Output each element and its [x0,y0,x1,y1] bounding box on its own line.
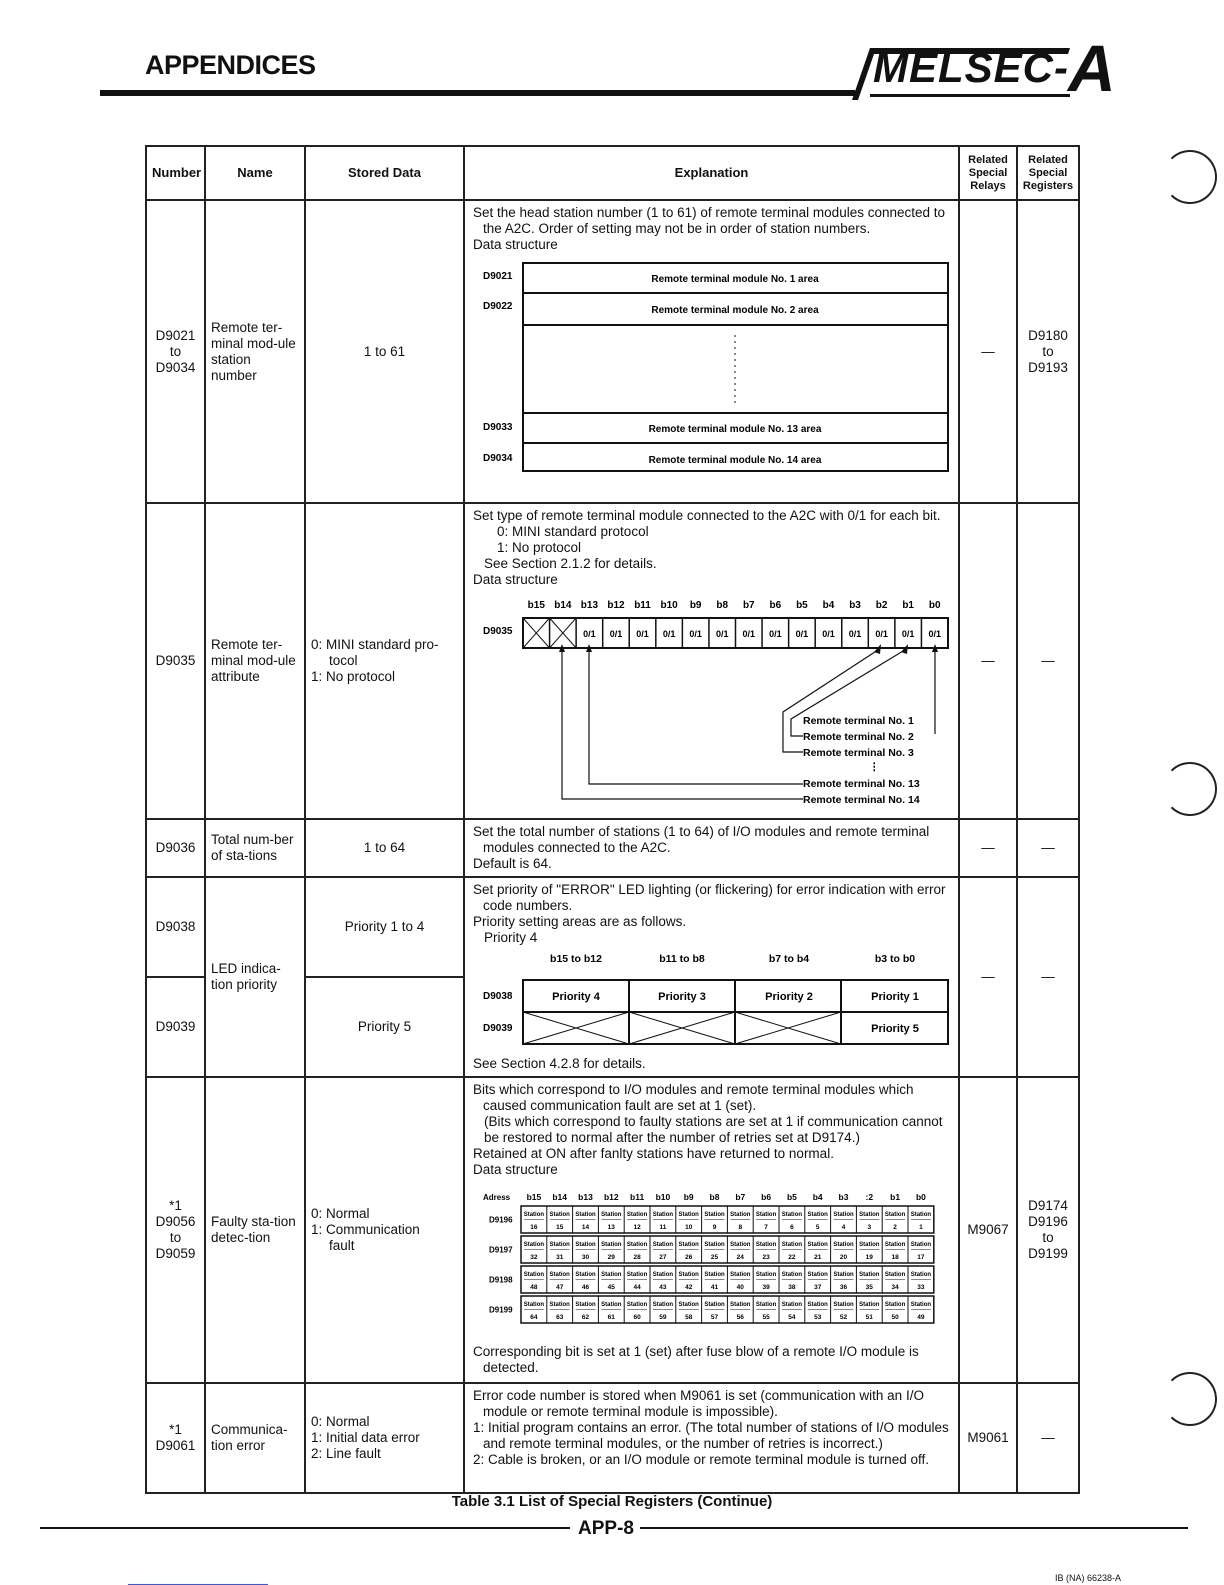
station-label: Station [910,1272,932,1278]
station-label: Station [910,1302,932,1308]
station-number: 58 [685,1314,693,1321]
station-label: Station [859,1242,880,1248]
station-label: Station [755,1242,777,1248]
station-label: Station [626,1272,648,1278]
bit-value: 0/1 [875,629,888,639]
bit-label: :2 [865,1192,874,1202]
station-label: Station [730,1302,751,1308]
station-number: 54 [788,1314,796,1321]
row-number: *1 D9056 to D9059 [146,1077,205,1383]
row-explanation: Set priority of "ERROR" LED lighting (or flickering) for error indication with error code numbers. Priority setting areas are as follows. Priority 4 b15 to b12 b11 to b8 b7 to b4 b3 to b0 D9038 D9039 Priority 4 Priority 3 Priority 2 Priority 1 Priority 5 See Section 4.2.8 for details. [464,877,959,1077]
bit-label: b5 [786,1192,797,1202]
document-id: IB (NA) 66238-A [1055,1573,1122,1583]
svg-text:Priority 4: Priority 4 [552,991,600,1003]
row-explanation: Set type of remote terminal module connected to the A2C with 0/1 for each bit. 0: MINI standard protocol 1: No protocol See Section 2.1.2 for details. Data structure b15 b14 b13 b12 b11 b10 b9 b8 b7 b6 b5 b4 b3 b2 b1 b0 D9035 0/1 0/1 0/1 0/1 0/1 0/1 0/1 0/1 0/1 0/1 0/1 0/1 0/1 0/1 Remote terminal No. 1 Remote terminal No. 2 Remote terminal No. 3 ⋮ Remote terminal No. 13 Remote terminal No. 14 [464,503,959,819]
station-label: Station [833,1272,854,1278]
station-number: 20 [839,1254,848,1261]
bit-label: b1 [902,600,914,611]
table-row [146,1383,1079,1493]
svg-text:D9039: D9039 [483,1023,513,1034]
row-explanation: Set the total number of stations (1 to 64) of I/O modules and remote terminal modules connected to the A2C. Default is 64. [464,819,959,877]
bit-label: b3 [849,600,861,611]
svg-text:b7 to b4: b7 to b4 [768,953,810,965]
table-row [146,1077,1079,1383]
row-number: D9036 [146,819,205,877]
row-name: LED indica-tion priority [205,877,305,1077]
col-related-relays: Related Special Relays [959,146,1017,200]
led-priority-diagram [473,948,951,1048]
station-label: Station [781,1242,803,1248]
station-number: 45 [607,1284,615,1291]
station-number: 11 [659,1224,667,1231]
bit-value: 0/1 [583,629,596,639]
station-label: Station [781,1272,803,1278]
station-number: 14 [581,1224,590,1231]
station-label: Station [730,1212,751,1218]
table-row [146,877,1079,977]
row-number: *1 D9061 [146,1383,205,1493]
station-number: 1 [919,1224,923,1231]
bit-label: b5 [796,600,808,611]
station-label: Station [730,1272,751,1278]
row-name: Remote ter-minal mod-ule station number [205,200,305,503]
svg-text:Priority 2: Priority 2 [765,991,813,1003]
svg-text:D9022: D9022 [483,301,513,312]
station-label: Station [833,1302,854,1308]
binder-hole-icon [1163,150,1217,204]
row-relays: — [959,503,1017,819]
station-number: 16 [530,1224,538,1231]
svg-text:Remote terminal No. 14: Remote terminal No. 14 [803,794,920,806]
table-row [146,503,1079,819]
row-number: D9039 [146,977,205,1077]
svg-text:Remote terminal module No. 13: Remote terminal module No. 13 area [648,424,822,435]
row-relays: M9061 [959,1383,1017,1493]
station-label: Station [575,1242,596,1248]
station-number: 41 [710,1284,719,1291]
row-name: Remote ter-minal mod-ule attribute [205,503,305,819]
station-label: Station [755,1302,777,1308]
svg-text:Remote terminal module No. 1 a: Remote terminal module No. 1 area [651,274,819,285]
row-stored-data: 0: MINI standard pro- tocol 1: No protocol [305,503,464,819]
row-stored-data: 0: Normal 1: Communication fault [305,1077,464,1383]
station-number: 13 [607,1224,615,1231]
station-label: Station [910,1212,932,1218]
bit-label: b11 [634,600,651,611]
svg-text:⋮: ⋮ [869,761,880,773]
station-number: 48 [530,1284,538,1291]
svg-text:Remote terminal No. 1: Remote terminal No. 1 [803,715,914,727]
station-label: Station [652,1272,674,1278]
station-number: 10 [685,1224,693,1231]
bit-label: b3 [838,1192,849,1202]
station-label: Station [704,1272,725,1278]
station-label: Station [601,1302,622,1308]
station-label: Station [884,1272,906,1278]
station-label: Station [549,1272,570,1278]
bit-label: b0 [928,600,941,611]
bit-label: b10 [660,600,678,611]
station-number: 30 [581,1254,590,1261]
svg-text:D9021: D9021 [483,271,513,282]
svg-text:Priority 1: Priority 1 [871,991,919,1003]
station-number: 38 [788,1284,796,1291]
page-number: APP-8 [578,1518,634,1539]
row-registers: — [1017,819,1079,877]
station-label: Station [910,1242,932,1248]
row-name: Total num-ber of sta-tions [205,819,305,877]
station-number: 49 [917,1314,925,1321]
svg-text:D9038: D9038 [483,991,513,1002]
faulty-station-diagram [473,1190,951,1338]
binder-hole-icon [1163,762,1217,816]
row-registers: — [1017,877,1079,1077]
row-registers: D9180 to D9193 [1017,200,1079,503]
station-number: 61 [607,1314,615,1321]
station-label: Station [884,1212,906,1218]
row-stored-data: 1 to 64 [305,819,464,877]
bit-label: b7 [742,600,755,611]
station-number: 35 [865,1284,873,1291]
svg-text:Remote terminal No. 13: Remote terminal No. 13 [803,778,920,790]
station-number: 3 [867,1224,872,1231]
station-label: Station [626,1302,648,1308]
station-number: 36 [839,1284,848,1291]
station-label: Station [678,1212,699,1218]
station-number: 52 [839,1314,848,1321]
attribute-bit-diagram [473,594,951,814]
bit-value: 0/1 [848,629,862,639]
station-number: 7 [764,1224,768,1231]
station-number: 40 [736,1284,744,1291]
station-label: Station [575,1272,596,1278]
col-related-registers: Related Special Registers [1017,146,1079,200]
station-number: 2 [893,1224,897,1231]
station-label: Station [652,1212,674,1218]
row-relays: — [959,877,1017,1077]
footer-rule-left [40,1527,570,1529]
station-label: Station [523,1242,545,1248]
station-number: 5 [815,1224,820,1231]
station-label: Station [626,1242,648,1248]
station-label: Station [523,1272,545,1278]
station-label: Station [626,1212,648,1218]
svg-text:b11 to b8: b11 to b8 [659,953,705,965]
bit-label: b1 [890,1192,901,1202]
bit-value: 0/1 [901,629,915,639]
row-number: D9038 [146,877,205,977]
bit-value: 0/1 [795,629,809,639]
station-label: Station [523,1302,545,1308]
station-number: 37 [814,1284,822,1291]
bit-label: b9 [683,1192,694,1202]
bit-value: 0/1 [609,629,623,639]
bit-label: b14 [552,1192,568,1202]
station-area-diagram [473,257,951,477]
bit-label: b0 [915,1192,926,1202]
register-label: D9196 [489,1215,513,1225]
station-number: 47 [556,1284,564,1291]
row-stored-data: Priority 1 to 4 [305,877,464,977]
station-number: 51 [865,1314,873,1321]
header-rule [100,90,855,96]
station-label: Station [807,1272,828,1278]
station-number: 24 [736,1254,744,1261]
station-number: 12 [633,1224,641,1231]
table-caption: Table 3.1 List of Special Registers (Continue) [451,1493,773,1510]
station-label: Station [678,1302,699,1308]
register-label: D9198 [489,1275,513,1285]
station-label: Station [575,1302,596,1308]
station-label: Station [833,1242,854,1248]
section-title: APPENDICES [145,50,316,80]
bit-value: 0/1 [662,629,676,639]
station-label: Station [652,1242,674,1248]
station-number: 27 [659,1254,667,1261]
row-relays: M9067 [959,1077,1017,1383]
station-label: Station [807,1212,828,1218]
station-label: Station [833,1212,854,1218]
svg-text:b15 to b12: b15 to b12 [550,953,602,965]
logo-text: MELSEC- [873,44,1069,91]
station-label: Station [704,1302,725,1308]
station-label: Station [755,1212,777,1218]
station-label: Station [601,1242,622,1248]
station-label: Station [678,1242,699,1248]
station-number: 46 [581,1284,590,1291]
bit-label: b13 [578,1192,593,1202]
bit-label: b11 [630,1192,645,1202]
station-label: Station [781,1302,803,1308]
station-label: Station [575,1212,596,1218]
row-registers: D9174 D9196 to D9199 [1017,1077,1079,1383]
col-name: Name [205,146,305,200]
station-number: 56 [736,1314,744,1321]
binder-hole-icon [1163,1372,1217,1426]
bit-label: b8 [709,1192,720,1202]
station-label: Station [807,1242,828,1248]
bit-label: b4 [822,600,835,611]
bit-label: b8 [716,600,729,611]
bit-label: b6 [769,600,782,611]
bit-value: 0/1 [822,629,835,639]
row-explanation: Bits which correspond to I/O modules and remote terminal modules which caused communication fault are set at 1 (set). (Bits which correspond to faulty stations are set at 1 if communication cannot be restored to normal after the number of retries set at D9174.) Retained at ON after fanlty stations have returned to normal. Data structure Adress b15 b14 b13 b12 b11 b10 b9 b8 b7 b6 b5 b4 b3 :2 b1 b0 D9196 Station 16 Station 15 Station 14 Station 13 Station 12 Station 11 Station 10 Station 9 Station 8 Station 7 Station 6 Station 5 Station 4 Station 3 Station 2 Station 1 D9197 Station 32 Station 31 Station 30 Station 29 Station 28 Station 27 Station 26 Station 25 Station 24 Station 23 Station 22 Station 21 Station 20 Station 19 Station 18 Station 17 D9198 Station 48 Station 47 Station 46 Station 45 Station 44 Station 43 Station 42 Station 41 Station 40 Station 39 Station 38 Station 37 Station 36 Station 35 Station 34 Station 33 D9199 Station 64 Station 63 Station 62 Station 61 Station 60 Station 59 Station 58 Station 57 Station 56 Station 55 Station 54 Station 53 Station 52 Station 51 Station 50 Station 49 Corresponding bit is set at 1 (set) after fuse blow of a remote I/O module is detected. [464,1077,959,1383]
station-number: 23 [762,1254,770,1261]
bit-label: b12 [603,1192,619,1202]
footer-rule-right [640,1527,1188,1529]
row-stored-data: Priority 5 [305,977,464,1077]
station-number: 55 [762,1314,770,1321]
svg-text:Adress: Adress [483,1193,511,1202]
svg-text:b3 to b0: b3 to b0 [874,953,916,965]
svg-text:Remote terminal module No. 2 a: Remote terminal module No. 2 area [651,305,819,316]
station-label: Station [523,1212,545,1218]
bit-label: b4 [812,1192,823,1202]
table-header-row [146,146,1079,200]
bit-label: b15 [526,1192,542,1202]
station-label: Station [678,1272,699,1278]
station-number: 32 [530,1254,538,1261]
bit-value: 0/1 [928,629,941,639]
bit-label: b14 [554,600,572,611]
station-label: Station [549,1242,570,1248]
station-number: 42 [685,1284,693,1291]
row-name: Faulty sta-tion detec-tion [205,1077,305,1383]
station-label: Station [859,1302,880,1308]
station-label: Station [601,1272,622,1278]
station-number: 64 [530,1314,538,1321]
bit-label: b10 [655,1192,671,1202]
row-relays: — [959,819,1017,877]
station-label: Station [704,1242,725,1248]
station-label: Station [704,1212,725,1218]
station-label: Station [652,1302,674,1308]
col-explanation: Explanation [464,146,959,200]
row-stored-data: 1 to 61 [305,200,464,503]
row-registers: — [1017,503,1079,819]
bit-label: b12 [607,600,625,611]
station-number: 6 [790,1224,794,1231]
table-row [146,200,1079,503]
svg-text:Priority 5: Priority 5 [871,1023,919,1035]
row-registers: — [1017,1383,1079,1493]
svg-text:Remote terminal No. 3: Remote terminal No. 3 [803,747,914,759]
station-number: 44 [633,1284,641,1291]
station-number: 22 [788,1254,796,1261]
col-stored-data: Stored Data [305,146,464,200]
bit-label: b13 [580,600,599,611]
row-stored-data: 0: Normal 1: Initial data error 2: Line fault [305,1383,464,1493]
station-label: Station [755,1272,777,1278]
col-number: Number [146,146,205,200]
bit-label: b2 [875,600,888,611]
station-number: 19 [865,1254,873,1261]
station-number: 31 [556,1254,564,1261]
station-number: 43 [659,1284,667,1291]
station-number: 29 [607,1254,615,1261]
station-number: 18 [891,1254,899,1261]
svg-text:D9033: D9033 [483,422,513,433]
station-number: 21 [814,1254,822,1261]
station-number: 57 [710,1314,719,1321]
bit-value: 0/1 [742,629,756,639]
svg-text:Priority 3: Priority 3 [658,991,706,1003]
svg-text:Remote terminal No. 2: Remote terminal No. 2 [803,731,914,743]
station-number: 34 [891,1284,899,1291]
station-label: Station [730,1242,751,1248]
station-number: 63 [556,1314,564,1321]
row-explanation: Error code number is stored when M9061 is set (communication with an I/O module or remote terminal module is impossible). 1: Initial program contains an error. (The total number of stations of I/O modules and remote terminal modules, or the number of retries is incorrect.) 2: Cable is broken, or an I/O module or remote terminal module is turned off. [464,1383,959,1493]
bit-value: 0/1 [689,629,702,639]
station-number: 25 [710,1254,719,1261]
svg-text:Remote terminal module No. 14: Remote terminal module No. 14 area [648,455,822,466]
special-registers-table [145,145,1080,1494]
row-number: D9021 to D9034 [146,200,205,503]
station-label: Station [859,1212,880,1218]
station-number: 28 [633,1254,641,1261]
bit-value: 0/1 [715,629,729,639]
station-label: Station [884,1242,906,1248]
table-row [146,819,1079,877]
bit-label: b7 [735,1192,746,1202]
bit-value: 0/1 [636,629,649,639]
row-number: D9035 [146,503,205,819]
station-label: Station [859,1272,880,1278]
svg-text:D9035: D9035 [483,626,513,637]
station-number: 39 [762,1284,770,1291]
bit-label: b9 [689,600,702,611]
station-number: 9 [712,1224,717,1231]
bit-value: 0/1 [769,629,782,639]
station-label: Station [781,1212,803,1218]
station-number: 62 [581,1314,590,1321]
station-label: Station [549,1212,570,1218]
station-number: 50 [891,1314,899,1321]
station-number: 26 [685,1254,693,1261]
svg-text:D9034: D9034 [483,453,513,464]
station-number: 15 [556,1224,564,1231]
station-number: 53 [814,1314,822,1321]
station-label: Station [549,1302,570,1308]
station-label: Station [807,1302,828,1308]
logo-letter: A [1068,31,1116,105]
bit-label: b6 [761,1192,772,1202]
station-number: 60 [633,1314,641,1321]
register-label: D9199 [489,1305,513,1315]
station-label: Station [884,1302,906,1308]
row-name: Communica-tion error [205,1383,305,1493]
row-explanation: Set the head station number (1 to 61) of remote terminal modules connected to the A2C. Order of setting may not be in order of station numbers. Data structure D9021 D9022 D9033 D9034 Remote terminal module No. 1 area Remote terminal module No. 2 area Remote terminal module No. 13 area Remote terminal module No. 14 area [464,200,959,503]
station-number: 4 [841,1224,846,1231]
row-relays: — [959,200,1017,503]
station-label: Station [601,1212,622,1218]
station-number: 33 [917,1284,925,1291]
station-number: 8 [738,1224,743,1231]
register-label: D9197 [489,1245,513,1255]
station-number: 59 [659,1314,667,1321]
station-number: 17 [917,1254,925,1261]
bit-label: b15 [527,600,545,611]
